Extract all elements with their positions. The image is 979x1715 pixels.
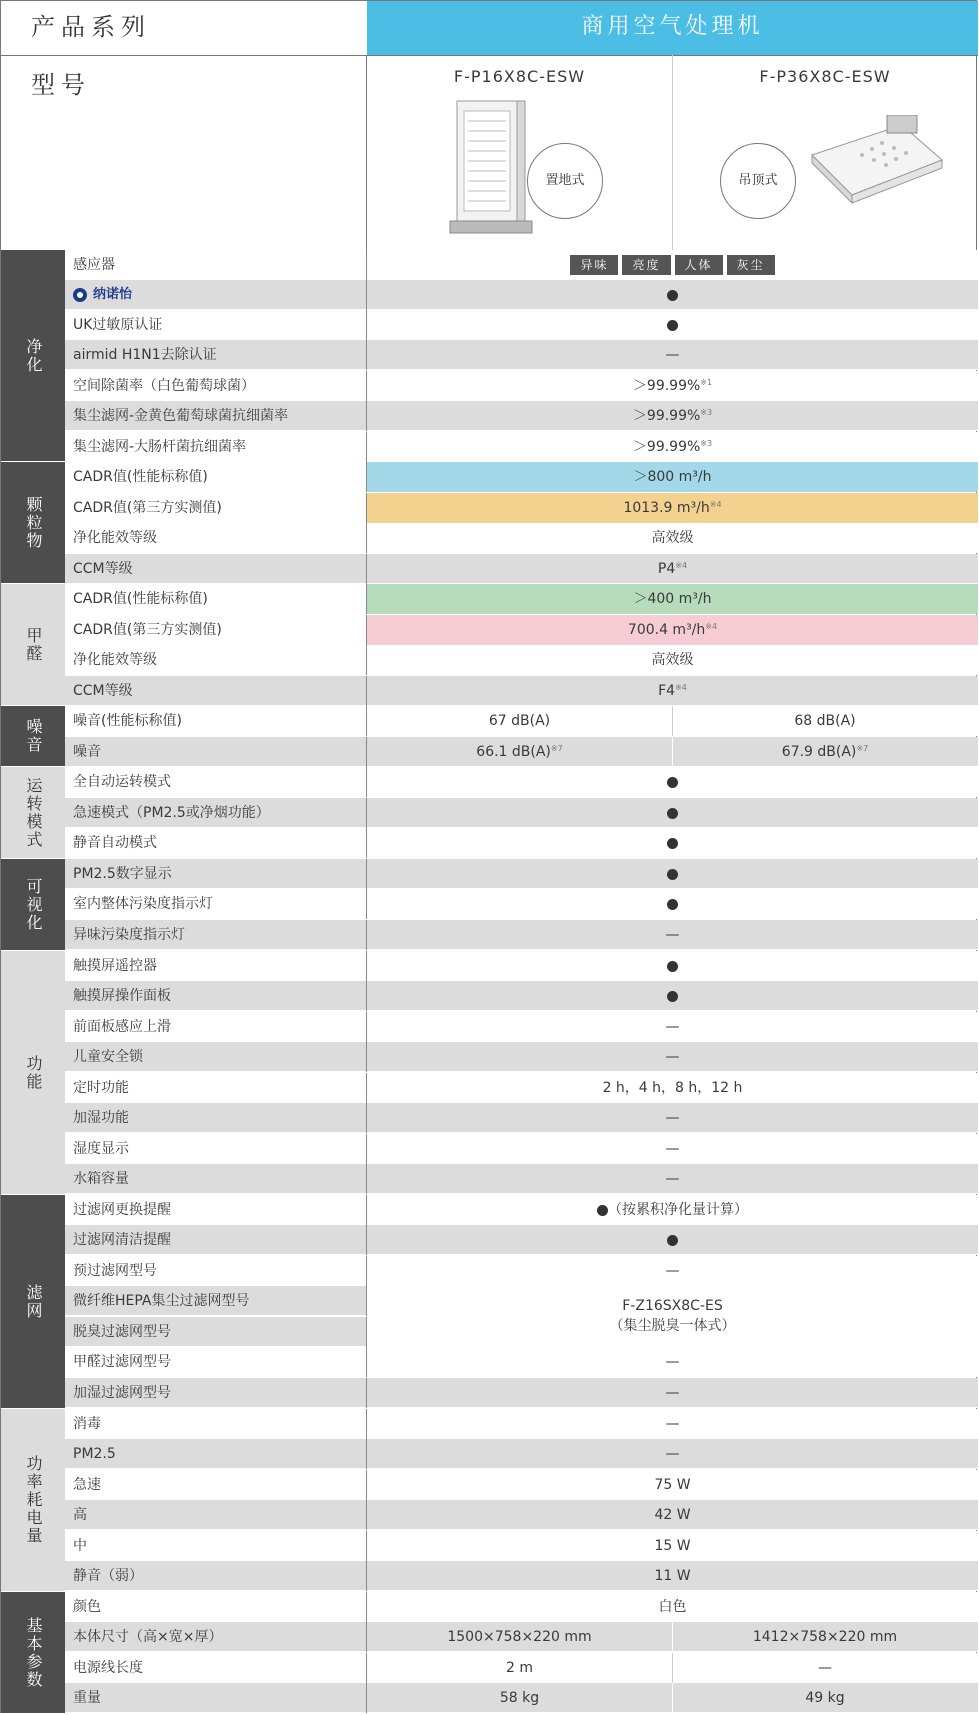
sensor-tag: 亮度 bbox=[622, 255, 670, 275]
row-tank: 水箱容量 — bbox=[65, 1164, 978, 1194]
row-pm-display: PM2.5数字显示 bbox=[65, 859, 978, 889]
series-header bbox=[1, 1, 978, 56]
row-p-rapid: 急速 75 W bbox=[65, 1470, 978, 1500]
sensor-tags bbox=[367, 250, 978, 280]
dot-icon bbox=[667, 961, 678, 972]
row-size: 本体尺寸（高×宽×厚） 1500×758×220 mm 1412×758×220 mm bbox=[65, 1622, 978, 1652]
row-pm25: PM2.5 — bbox=[65, 1439, 978, 1469]
dot-icon bbox=[667, 777, 678, 788]
category-noise: 噪音 bbox=[1, 706, 65, 767]
row-auto: 全自动运转模式 bbox=[65, 767, 978, 797]
dot-icon bbox=[667, 290, 678, 301]
row-p-ccm: CCM等级 P4$^{※4}$ bbox=[65, 554, 978, 584]
row-uk: UK过敏原认证 bbox=[65, 310, 978, 340]
model-name: F-P36X8C-ESW bbox=[759, 67, 891, 86]
row-sensor: 感应器 异味 亮度 人体 灰尘 bbox=[65, 250, 978, 280]
series-label: 产品系列 bbox=[31, 13, 151, 41]
category-basic: 基本参数 bbox=[1, 1592, 65, 1714]
ceiling-purifier-image bbox=[802, 115, 952, 215]
nanoe-logo-icon bbox=[73, 288, 87, 302]
dot-icon bbox=[597, 1205, 608, 1216]
hepa-filter-value: F-Z16SX8C-ES （集尘脱臭一体式） bbox=[367, 1286, 978, 1347]
row-space-rate: 空间除菌率（白色葡萄球菌） ＞99.99%$^{※1}$ bbox=[65, 371, 978, 401]
category-filter: 滤网 bbox=[1, 1195, 65, 1409]
dot-icon bbox=[667, 869, 678, 880]
series-value: 商用空气处理机 bbox=[367, 1, 978, 55]
row-hepa: 微纤维HEPA集尘过滤网型号 bbox=[65, 1286, 978, 1316]
row-dust-ecoli: 集尘滤网-大肠杆菌抗细菌率 ＞99.99%$^{※3}$ bbox=[65, 432, 978, 462]
sensor-tag: 灰尘 bbox=[727, 255, 775, 275]
model-column-1 bbox=[367, 55, 673, 250]
row-noise: 噪音 66.1 $dB(A)^{※7}$ 67.9 $dB(A)^{※7}$ bbox=[65, 737, 978, 767]
row-filter-replace: 过滤网更换提醒 （按累积净化量计算） bbox=[65, 1195, 978, 1225]
row-silent-auto: 静音自动模式 bbox=[65, 828, 978, 858]
row-child-lock: 儿童安全锁 — bbox=[65, 1042, 978, 1072]
category-function: 功能 bbox=[1, 951, 65, 1195]
row-form-filter: 甲醛过滤网型号 — bbox=[65, 1347, 978, 1377]
sensor-tag: 异味 bbox=[570, 255, 618, 275]
dot-icon bbox=[667, 1235, 678, 1246]
row-f-eff: 净化能效等级 高效级 bbox=[65, 645, 978, 675]
model-label: 型号 bbox=[1, 55, 367, 250]
row-f-ccm: CCM等级 F4$^{※4}$ bbox=[65, 676, 978, 706]
dot-icon bbox=[667, 838, 678, 849]
row-airmid: airmid H1N1去除认证 — bbox=[65, 340, 978, 370]
dot-icon bbox=[667, 991, 678, 1002]
row-weight: 重量 58 kg 49 kg bbox=[65, 1683, 978, 1713]
row-noise-nom: 噪音(性能标称值) 67 dB(A) 68 dB(A) bbox=[65, 706, 978, 736]
category-visual: 可视化 bbox=[1, 859, 65, 951]
model-column-2 bbox=[672, 55, 978, 250]
row-p-cadr-3rd: CADR值(第三方实测值) 1013.9 $m^3/h^{※4}$ bbox=[65, 493, 978, 523]
nanoe-logo: 纳诺怡 bbox=[73, 280, 132, 310]
row-rapid: 急速模式（PM2.5或净烟功能） bbox=[65, 798, 978, 828]
row-p-mid: 中 15 W bbox=[65, 1531, 978, 1561]
row-filter-clean: 过滤网清洁提醒 bbox=[65, 1225, 978, 1255]
row-front-slide: 前面板感应上滑 — bbox=[65, 1012, 978, 1042]
row-p-silent: 静音（弱） 11 W bbox=[65, 1561, 978, 1591]
row-timer: 定时功能 2 h，4 h，8 h，12 h bbox=[65, 1073, 978, 1103]
dot-icon bbox=[667, 899, 678, 910]
row-humid-filter: 加湿过滤网型号 — bbox=[65, 1378, 978, 1408]
row-humid-display: 湿度显示 — bbox=[65, 1134, 978, 1164]
row-cord: 电源线长度 2 m — bbox=[65, 1653, 978, 1683]
row-odor-light: 异味污染度指示灯 — bbox=[65, 920, 978, 950]
row-indoor-light: 室内整体污染度指示灯 bbox=[65, 889, 978, 919]
row-touch-remote: 触摸屏遥控器 bbox=[65, 951, 978, 981]
row-logo bbox=[65, 280, 978, 310]
category-purify: 净化 bbox=[1, 250, 65, 462]
row-f-cadr-3rd: CADR值(第三方实测值) 700.4 $m^3/h^{※4}$ bbox=[65, 615, 978, 645]
row-p-cadr-nom: CADR值(性能标称值) ＞800 m³/h bbox=[65, 462, 978, 492]
dot-icon bbox=[667, 320, 678, 331]
row-dust-gold: 集尘滤网-金黄色葡萄球菌抗细菌率 ＞99.99%$^{※3}$ bbox=[65, 401, 978, 431]
model-header bbox=[1, 55, 978, 251]
row-touch-panel: 触摸屏操作面板 bbox=[65, 981, 978, 1011]
category-mode: 运转模式 bbox=[1, 767, 65, 859]
dot-icon bbox=[667, 808, 678, 819]
row-p-high: 高 42 W bbox=[65, 1500, 978, 1530]
model-name: F-P16X8C-ESW bbox=[453, 67, 586, 86]
floor-type-bubble: 置地式 bbox=[527, 143, 603, 219]
category-power: 功率耗电量 bbox=[1, 1409, 65, 1592]
sensor-tag: 人体 bbox=[675, 255, 723, 275]
row-disinfect: 消毒 — bbox=[65, 1409, 978, 1439]
row-color: 颜色 白色 bbox=[65, 1592, 978, 1622]
row-humidify: 加湿功能 — bbox=[65, 1103, 978, 1133]
row-p-eff: 净化能效等级 高效级 bbox=[65, 523, 978, 553]
ceiling-type-bubble: 吊顶式 bbox=[720, 143, 796, 219]
row-deodor: 脱臭过滤网型号 bbox=[65, 1317, 978, 1347]
category-particles: 颗粒物 bbox=[1, 462, 65, 584]
category-formaldehyde: 甲醛 bbox=[1, 584, 65, 706]
row-f-cadr-nom: CADR值(性能标称值) ＞400 m³/h bbox=[65, 584, 978, 614]
row-pre-filter: 预过滤网型号 — bbox=[65, 1256, 978, 1286]
